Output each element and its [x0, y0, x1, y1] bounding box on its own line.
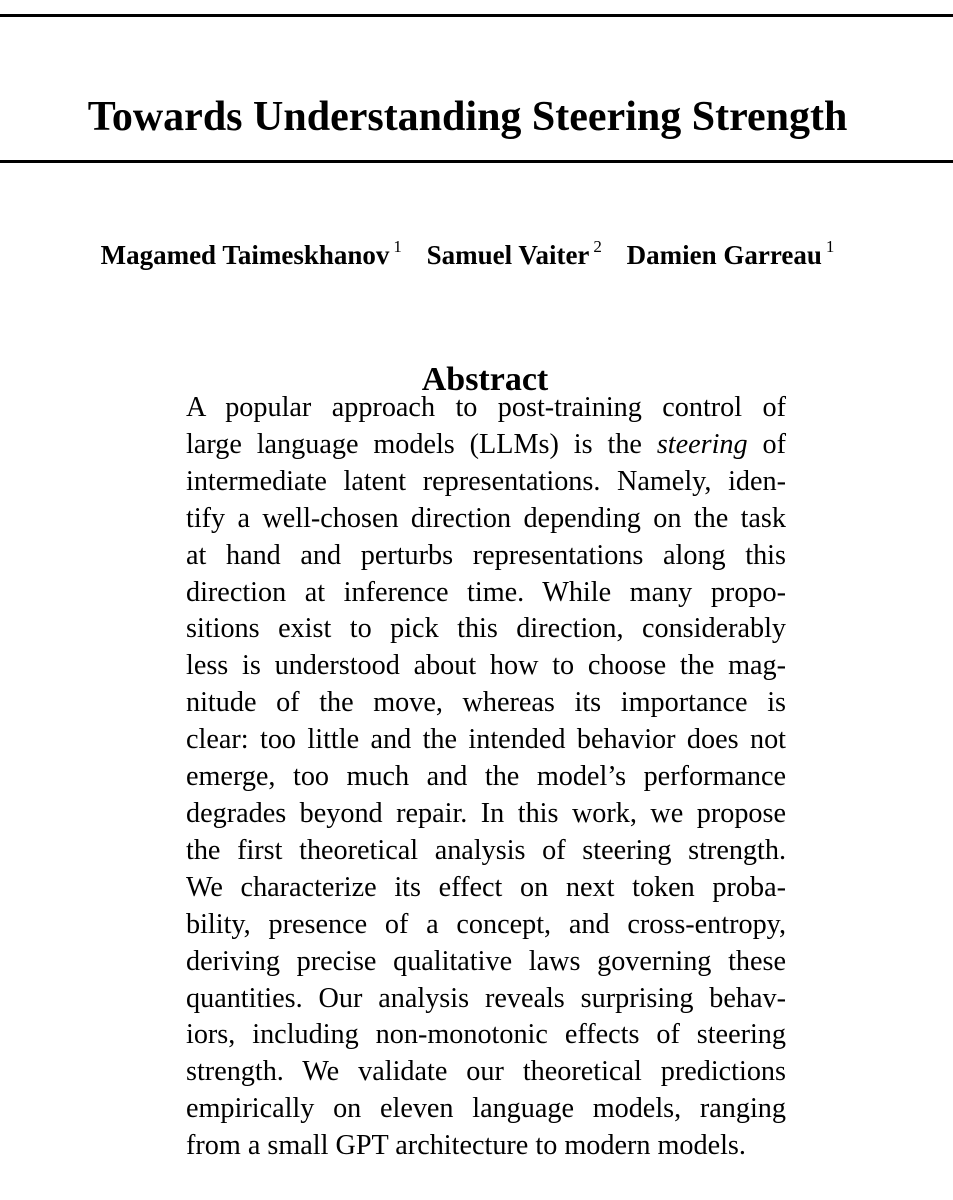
- author-name: Magamed Taimeskhanov: [100, 240, 390, 270]
- abstract-line: bility, presence of a concept, and cross-entropy,: [186, 908, 786, 940]
- abstract-line: the first theoretical analysis of steering strength.: [186, 834, 786, 866]
- abstract-line: tify a well-chosen direction depending on the task: [186, 502, 786, 534]
- abstract-line: emerge, too much and the model’s performance: [186, 761, 786, 793]
- abstract-line: nitude of the move, whereas its importance is: [186, 687, 786, 719]
- top-rule: [0, 14, 953, 17]
- abstract-line: less is understood about how to choose the mag-: [186, 650, 786, 682]
- abstract-line-text: of: [747, 428, 786, 460]
- title-bottom-rule: [0, 160, 953, 163]
- author: [627, 229, 835, 273]
- abstract-body: [186, 390, 786, 1165]
- abstract-line: sitions exist to pick this direction, considerably: [186, 613, 786, 645]
- abstract-line: direction at inference time. While many propo-: [186, 576, 786, 608]
- author-list: [0, 229, 935, 273]
- abstract-line: quantities. Our analysis reveals surprising behav-: [186, 982, 786, 1014]
- abstract-line: from a small GPT architecture to modern models.: [186, 1130, 746, 1162]
- abstract-line: at hand and perturbs representations along this: [186, 539, 786, 571]
- author: [101, 229, 402, 273]
- author-name: Samuel Vaiter: [426, 240, 590, 270]
- paper-title: Towards Understanding Steering Strength: [87, 94, 848, 141]
- abstract-line: clear: too little and the intended behavior does not: [186, 724, 786, 756]
- author-affiliation: 1: [393, 237, 402, 256]
- author-name: Damien Garreau: [626, 240, 822, 270]
- abstract-line: [186, 427, 786, 464]
- abstract-line: We characterize its effect on next token proba-: [186, 871, 786, 903]
- author-affiliation: 1: [825, 237, 835, 256]
- abstract-line: deriving precise qualitative laws governing these: [186, 945, 786, 977]
- abstract-emphasis: steering: [656, 428, 748, 460]
- abstract-heading: Abstract: [421, 361, 549, 399]
- abstract-line: degrades beyond repair. In this work, we propose: [186, 797, 786, 829]
- abstract-line: intermediate latent representations. Namely, iden-: [186, 465, 786, 497]
- abstract-line: strength. We validate our theoretical predictions: [186, 1056, 786, 1088]
- abstract-line: A popular approach to post-training control of: [186, 392, 786, 423]
- abstract-line: empirically on eleven language models, ranging: [186, 1093, 786, 1125]
- author-affiliation: 2: [593, 237, 602, 256]
- abstract-line-text: large language models (LLMs) is the: [186, 428, 657, 460]
- author: [427, 229, 602, 273]
- abstract-line: iors, including non-monotonic effects of steering: [186, 1019, 786, 1051]
